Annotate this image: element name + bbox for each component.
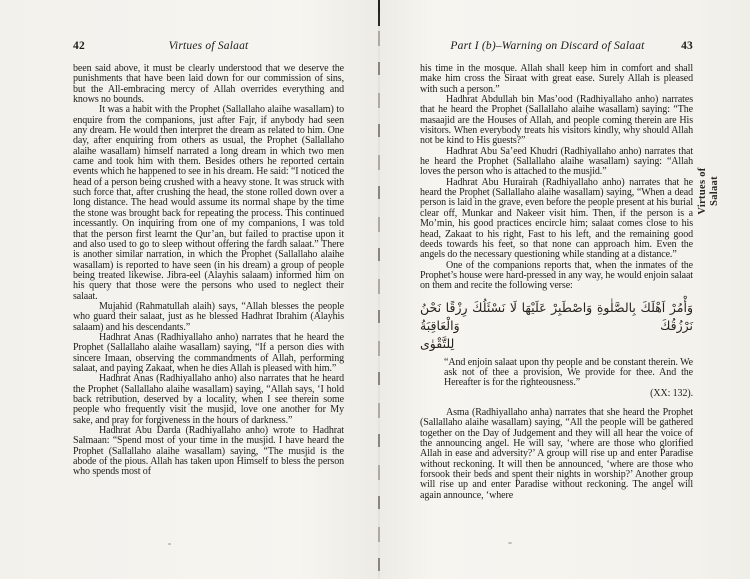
left-running-title: Virtues of Salaat: [168, 40, 249, 52]
right-page-body: [420, 64, 693, 501]
right-page: [420, 40, 693, 501]
paragraph: Hadhrat Anas (Radhiyallaho anho) also narrates that he heard the Prophet (Sallallaho alaihe wasallam) saying, “Allah says, ‘I hold back retribution, deserved by a locality, when I see therein some people who frequently visit the musjid, love one another for My sake, and pray for forgiveness in the hours of darkness.”: [73, 373, 344, 426]
paragraph: been said above, it must be clearly understood that we deserve the punishments that have been laid down for our commission of sins, but the All-embracing mercy of Allah overrides everything and knows no bounds.: [73, 63, 344, 106]
right-page-number: 43: [681, 40, 693, 52]
paragraph: Hadhrat Anas (Radhiyallaho anho) narrates that he heard the Prophet (Sallallaho alaihe wasallam) saying, “If a person dies with sincere Imaan, observing the commandments of Allah, performing salaat, and paying Zakaat, when he dies Allah is pleased with him.”: [73, 331, 344, 374]
left-page-number: 42: [73, 40, 85, 52]
paragraph: Hadhrat Abdullah bin Mas’ood (Radhiyallaho anho) narrates that he heard the Prophet (Sallallaho alaihe wasallam) saying: “The masaajid are the Houses of Allah, and people coming therein are His visitors. When everybody treats his visitors kindly, why should Allah not be kind to His guests?”: [420, 94, 693, 147]
scan-speck: [508, 542, 512, 544]
verse-reference: (XX: 132).: [650, 387, 693, 399]
paragraph: Hadhrat Abu Darda (Radhiyallaho anho) wrote to Hadhrat Salmaan: “Spend most of your time in the musjid. I have heard the Prophet (Sallallaho alaihe wasallam) saying, “The musjid is the abode of the pious. Allah has taken upon Himself to bless the person who spends most of: [73, 425, 344, 478]
paragraph: Hadhrat Abu Hurairah (Radhiyallaho anho) narrates that he heard the Prophet (Sallallaho alaihe wasallam) saying, “When a dead person is laid in the grave, even before the people present at his burial clear off, Munkar and Nakeer visit him. Then, if the person is a Mo’min, his good practices encircle him; salaat comes close to his head, Zakaat to his right, Fast to his left, and the remaining good deeds towards his feet, so that none can approach him. Even the angels do the necessary questioning while standing at a distance.”: [420, 176, 693, 261]
side-tab-virtues-of-salaat: [697, 146, 727, 236]
arabic-verse: [420, 299, 693, 353]
verse-translation: “And enjoin salaat upon thy people and be constant therein. We ask not of thee a provision, We provide for thee. And the Hereafter is for the righteousness.”: [444, 356, 693, 389]
paragraph: One of the companions reports that, when the inmates of the Prophet’s house were hard-pressed in any way, he would enjoin salaat on them and recite the following verse:: [420, 259, 693, 292]
left-page: [73, 40, 344, 478]
paragraph: his time in the mosque. Allah shall keep him in comfort and shall make him cross the Siraat with great ease. Surely Allah is pleased with such a person.”: [420, 63, 693, 95]
paragraph: It was a habit with the Prophet (Sallallaho alaihe wasallam) to enquire from the companions, just after Fajr, if anybody had seen any dream. He would then interpret the dream as related to him. One day, after enquiring from others as usual, the Prophet (Sallallaho alaihe wasallam) himself narrated a long dream in which two men came and took him with them. Besides others he reported certain events which he happened to see in his dream. He said: “I noticed the head of a person being crushed with a heavy stone. It was struck with such force that, after crushing the head, the stone rolled down over a long distance. The head would assume its normal shape by the time the stone was brought back for repeating the process. This continued incessantly. On inquiring from one of my companions, I was told that the person first learnt the Qur’an, but failed to practise upon it and also used to go to sleep without offering the fardh salaat.” There is another similar narration, in which the Prophet (Sallallaho alaihe wasallam) is reported to have seen (in his dream) a group of people being treated likewise. Jibra-eel (Alayhis salaam) informed him on his query that those were the persons who used to neglect their salaat.: [73, 104, 344, 302]
paragraph: Mujahid (Rahmatullah alaih) says, “Allah blesses the people who guard their salaat, just as he blessed Hadhrat Ibrahim (Alayhis salaam) and his descendants.”: [73, 300, 344, 333]
left-page-body: [73, 64, 344, 478]
side-tab-line-2: Salaat: [709, 176, 720, 206]
scan-speck: [168, 543, 171, 545]
right-page-header: [420, 40, 693, 64]
arabic-verse-line-2: لِلتَّقْوٰى: [420, 335, 455, 351]
side-tab-line-1: Virtues of: [697, 167, 708, 215]
paragraph: Hadhrat Abu Sa’eed Khudri (Radhiyallaho anho) narrates that he heard the Prophet (Sallallaho alaihe wasallam) saying: “Allah loves the person who is attached to the musjid.”: [420, 145, 693, 178]
page-binding-line: [378, 0, 380, 579]
paragraph: Asma (Radhiyallaho anha) narrates that she heard the Prophet (Sallallaho alaihe wasallam) saying, “All the people will be gathered together on the Day of Judgement and they will all hear the voice of the announcing angel. He will say, ‘where are those who glorified Allah in ease and adversity?’ A group will rise up and enter Paradise without reckoning. It will then be announced, ‘where are those who forsook their beds and spent their nights in worship?’ Another group will rise up and enter Paradise without reckoning. The angel will again announce, ‘where: [420, 406, 693, 501]
arabic-verse-line-1: وَأْمُرْ اَهْلَكَ بِالصَّلٰوةِ وَاصْطَبِرْ عَلَيْهَا لَا نَسْئَلُكَ رِزْقًا نَحْنُ نَرْزُقُكَ وَالْعَاقِبَةُ: [420, 299, 693, 333]
right-running-title: Part I (b)–Warning on Discard of Salaat: [450, 40, 645, 52]
left-page-header: [73, 40, 344, 64]
